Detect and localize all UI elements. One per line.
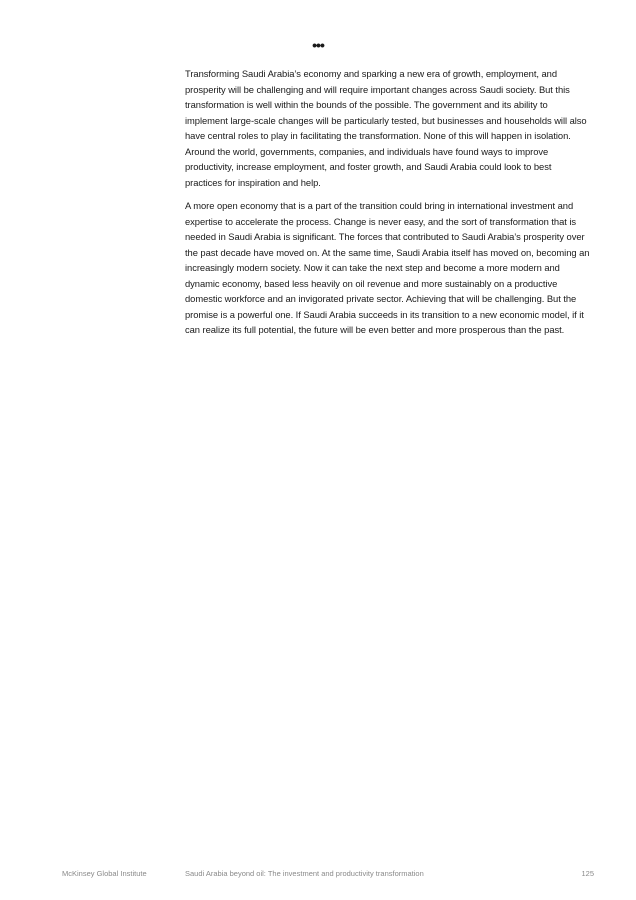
paragraph: Transforming Saudi Arabia’s economy and sparking a new era of growth, employment, and prosperity will be challenging and will require important changes across Saudi society. But this transformation is well within the bounds of the possible. The government and its ability to implement large-scale changes will be particularly tested, but businesses and households will also have central roles to play in facilitating the transformation. None of this will happen in isolation. Around the world, governments, companies, and individuals have found ways to improve productivity, increase employment, and foster growth, and Saudi Arabia could look to best practices for inspiration and help. [185,68,587,188]
paragraph: A more open economy that is a part of the transition could bring in international investment and expertise to accelerate the process. Change is never easy, and the sort of transformation that is needed in Saudi Arabia is significant. The forces that contributed to Saudi Arabia’s prosperity over the past decade have moved on. At the same time, Saudi Arabia itself has moved on, becoming an increasingly modern society. Now it can take the next step and become a more modern and dynamic economy, based less heavily on oil revenue and more sustainably on a productive domestic workforce and an invigorated private sector. Achieving that will be challenging. But the promise is a powerful one. If Saudi Arabia succeeds in its transition to a new economic model, if it can realize its full potential, the future will be even better and more prosperous than the past. [185,200,590,335]
footer-report-title: Saudi Arabia beyond oil: The investment and productivity transformation [185,869,424,878]
page-footer [0,867,636,881]
footer-publisher: McKinsey Global Institute [62,869,147,878]
body-text [185,66,591,346]
page-number: 125 [581,869,594,878]
section-ornament: ••• [312,37,324,53]
